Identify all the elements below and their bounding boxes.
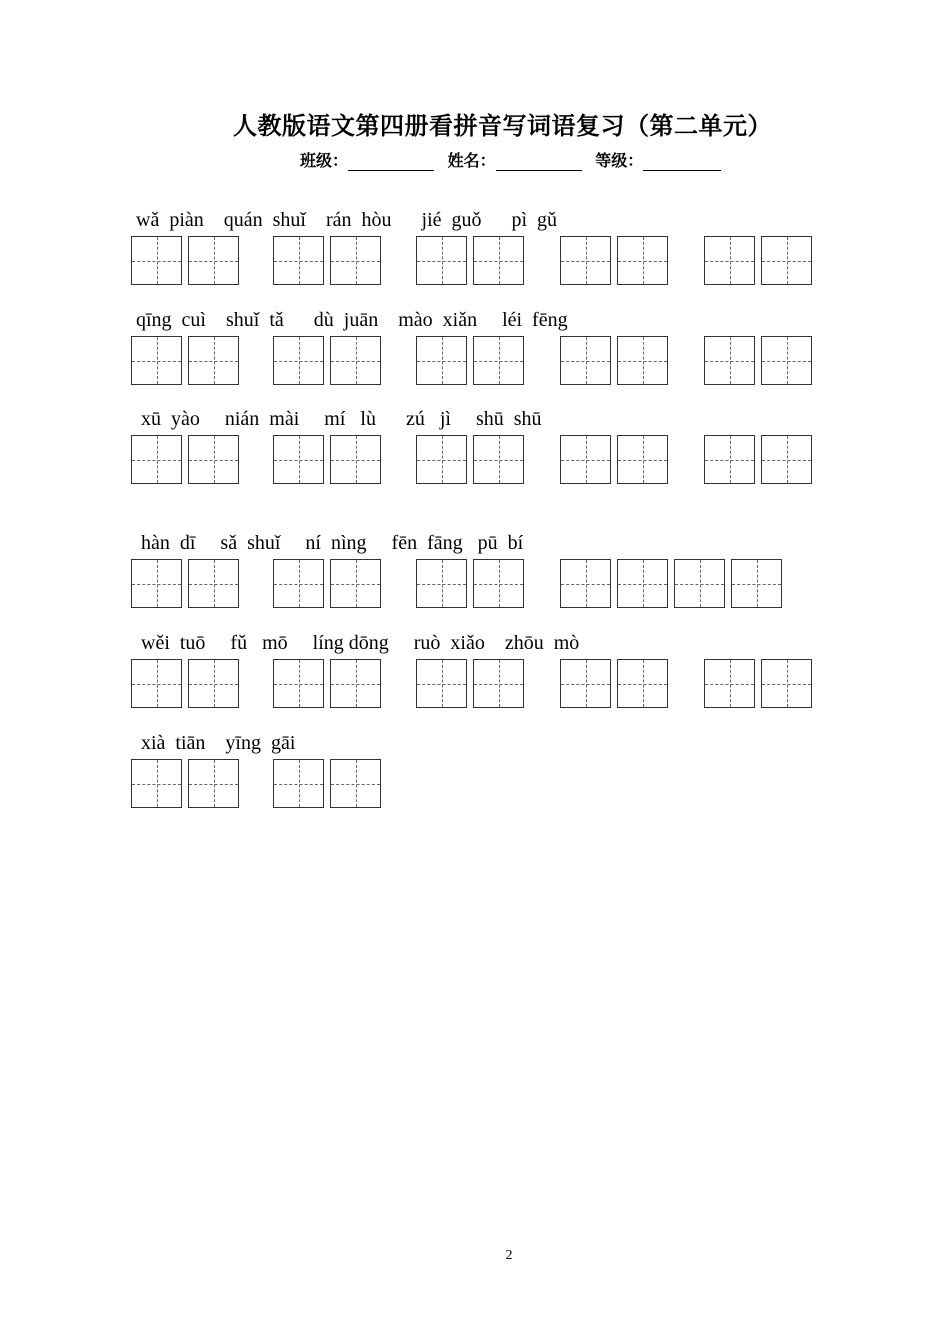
writing-grid-box[interactable] — [273, 236, 324, 285]
writing-grid-box[interactable] — [560, 336, 611, 385]
class-blank[interactable] — [348, 154, 434, 171]
writing-grid-box[interactable] — [188, 659, 239, 708]
pinyin-line: qīng cuì shuǐ tǎ dù juān mào xiǎn léi fēng — [131, 309, 568, 331]
writing-grid-box[interactable] — [131, 559, 182, 608]
writing-grid-box[interactable] — [330, 659, 381, 708]
writing-grid-box[interactable] — [617, 435, 668, 484]
class-label: 班级： — [300, 151, 349, 170]
writing-grid-box[interactable] — [416, 236, 467, 285]
name-blank[interactable] — [496, 154, 582, 171]
writing-grid-box[interactable] — [473, 435, 524, 484]
student-info-line — [300, 148, 729, 171]
writing-grid-box[interactable] — [330, 559, 381, 608]
writing-grid-box[interactable] — [731, 559, 782, 608]
writing-grid-box[interactable] — [617, 336, 668, 385]
writing-grid-box[interactable] — [704, 236, 755, 285]
writing-grid-box[interactable] — [416, 435, 467, 484]
writing-grid-box[interactable] — [473, 236, 524, 285]
page-number: 2 — [505, 1248, 513, 1263]
writing-grid-box[interactable] — [416, 559, 467, 608]
writing-grid-box[interactable] — [617, 236, 668, 285]
writing-grid-box[interactable] — [273, 336, 324, 385]
writing-grid-box[interactable] — [473, 336, 524, 385]
writing-grid-box[interactable] — [131, 236, 182, 285]
writing-grid-box[interactable] — [273, 659, 324, 708]
name-field — [448, 148, 582, 171]
writing-grid-box[interactable] — [560, 435, 611, 484]
writing-grid-box[interactable] — [131, 759, 182, 808]
writing-grid-box[interactable] — [761, 336, 812, 385]
writing-grid-box[interactable] — [473, 659, 524, 708]
pinyin-line: xū yào nián mài mí lù zú jì shū shū — [131, 408, 542, 430]
writing-grid-box[interactable] — [416, 659, 467, 708]
writing-grid-box[interactable] — [330, 236, 381, 285]
grade-label: 等级： — [595, 151, 644, 170]
writing-grid-box[interactable] — [273, 559, 324, 608]
writing-grid-box[interactable] — [131, 659, 182, 708]
grade-blank[interactable] — [643, 154, 721, 171]
pinyin-line: wěi tuō fǔ mō líng dōng ruò xiǎo zhōu mò — [131, 632, 580, 654]
writing-grid-box[interactable] — [188, 336, 239, 385]
writing-grid-box[interactable] — [674, 559, 725, 608]
pinyin-line: hàn dī sǎ shuǐ ní nìng fēn fāng pū bí — [131, 532, 524, 554]
writing-grid-box[interactable] — [330, 759, 381, 808]
writing-grid-box[interactable] — [560, 559, 611, 608]
writing-grid-box[interactable] — [761, 435, 812, 484]
writing-grid-box[interactable] — [273, 759, 324, 808]
class-field — [300, 148, 434, 171]
writing-grid-box[interactable] — [617, 659, 668, 708]
writing-grid-box[interactable] — [761, 659, 812, 708]
writing-grid-box[interactable] — [704, 336, 755, 385]
writing-grid-box[interactable] — [330, 435, 381, 484]
writing-grid-box[interactable] — [188, 236, 239, 285]
writing-grid-box[interactable] — [560, 659, 611, 708]
writing-grid-box[interactable] — [761, 236, 812, 285]
pinyin-line: xià tiān yīng gāi — [131, 732, 296, 754]
writing-grid-box[interactable] — [188, 559, 239, 608]
writing-grid-box[interactable] — [560, 236, 611, 285]
writing-grid-box[interactable] — [273, 435, 324, 484]
writing-grid-box[interactable] — [131, 336, 182, 385]
writing-grid-box[interactable] — [188, 435, 239, 484]
name-label: 姓名： — [447, 151, 496, 170]
pinyin-line: wǎ piàn quán shuǐ rán hòu jié guǒ pì gǔ — [131, 209, 558, 231]
writing-grid-box[interactable] — [473, 559, 524, 608]
writing-grid-box[interactable] — [704, 659, 755, 708]
writing-grid-box[interactable] — [416, 336, 467, 385]
writing-grid-box[interactable] — [617, 559, 668, 608]
writing-grid-box[interactable] — [330, 336, 381, 385]
writing-grid-box[interactable] — [704, 435, 755, 484]
grade-field — [595, 148, 721, 171]
page-title: 人教版语文第四册看拼音写词语复习（第二单元） — [233, 112, 772, 140]
writing-grid-box[interactable] — [188, 759, 239, 808]
writing-grid-box[interactable] — [131, 435, 182, 484]
